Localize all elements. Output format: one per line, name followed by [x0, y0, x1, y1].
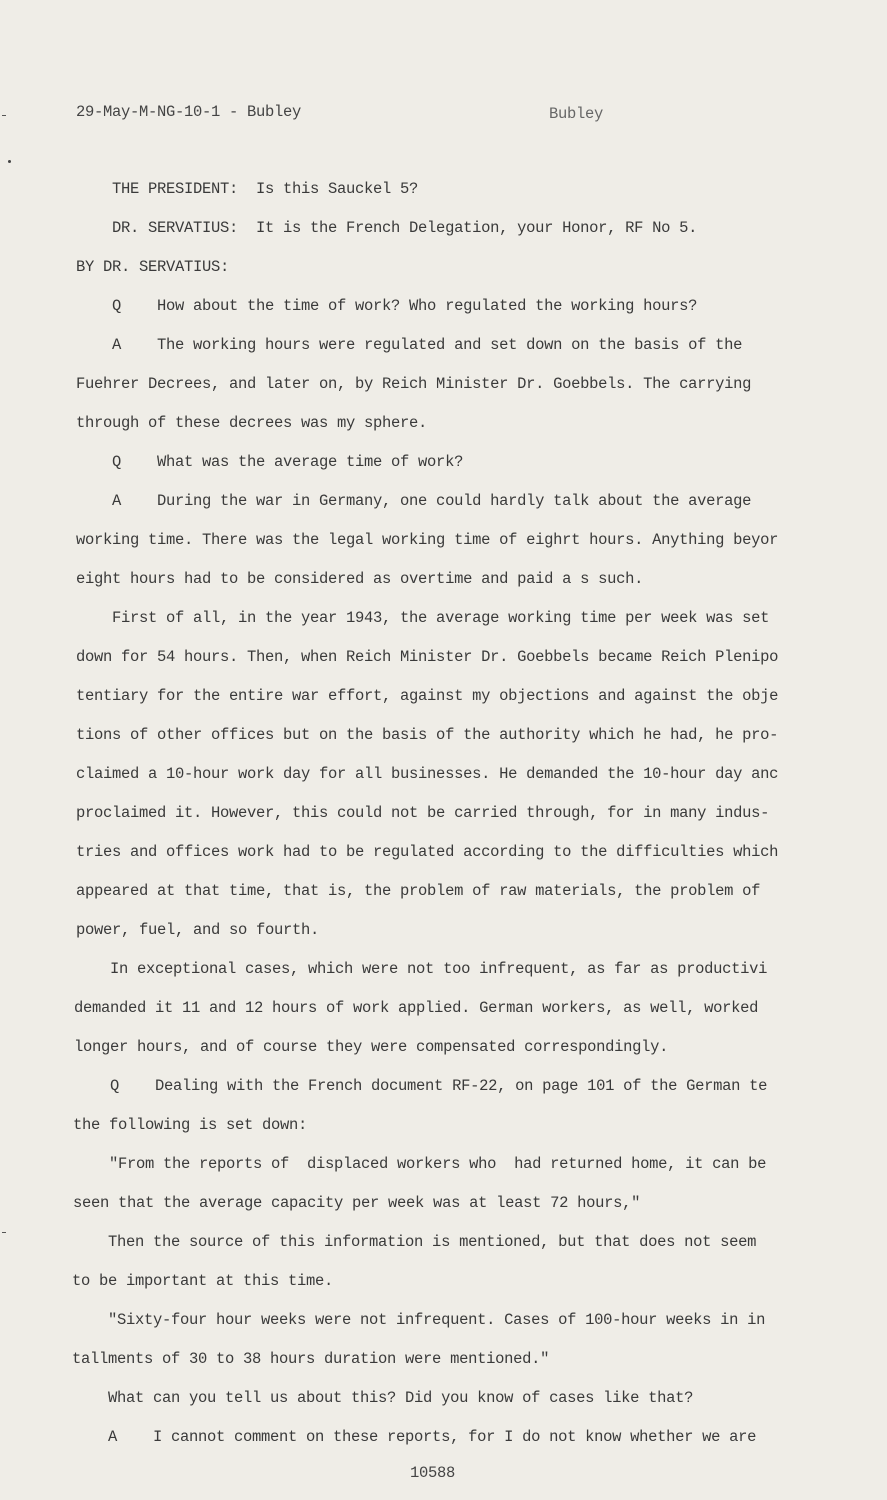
transcript-line: tallments of 30 to 38 hours duration were mentioned." — [72, 1350, 550, 1368]
transcript-line: tions of other offices but on the basis of the authority which he had, he pro- — [76, 726, 779, 744]
transcript-line: working time. There was the legal working time of eighrt hours. Anything beyor — [76, 531, 779, 549]
transcript-line: Fuehrer Decrees, and later on, by Reich Minister Dr. Goebbels. The carrying — [76, 375, 752, 393]
transcript-line: eight hours had to be considered as overtime and paid a s such. — [76, 570, 644, 588]
transcript-line: "Sixty-four hour weeks were not infrequent. Cases of 100-hour weeks in in — [72, 1311, 766, 1329]
transcript-line: A During the war in Germany, one could hardly talk about the average — [76, 492, 752, 510]
transcript-line: longer hours, and of course they were compensated correspondingly. — [74, 1038, 669, 1056]
transcript-line: demanded it 11 and 12 hours of work applied. German workers, as well, worked — [74, 999, 759, 1017]
margin-tick — [2, 115, 6, 116]
transcript-line: power, fuel, and so fourth. — [76, 921, 320, 939]
transcript-line: the following is set down: — [73, 1116, 308, 1134]
header-right: Bubley — [549, 105, 604, 123]
transcript-line: What can you tell us about this? Did you know of cases like that? — [72, 1389, 694, 1407]
transcript-line: "From the reports of displaced workers who had returned home, it can be — [73, 1155, 767, 1173]
transcript-line: Q Dealing with the French document RF-22, on page 101 of the German te — [74, 1077, 768, 1095]
transcript-line: BY DR. SERVATIUS: — [76, 258, 230, 276]
transcript-line: down for 54 hours. Then, when Reich Minister Dr. Goebbels became Reich Plenipo — [76, 648, 779, 666]
transcript-line: Then the source of this information is mentioned, but that does not seem — [72, 1233, 757, 1251]
transcript-line: appeared at that time, that is, the problem of raw materials, the problem of — [76, 882, 761, 900]
transcript-line: DR. SERVATIUS: It is the French Delegation, your Honor, RF No 5. — [76, 219, 698, 237]
margin-dot — [8, 160, 11, 163]
page-number: 10588 — [410, 1464, 456, 1482]
transcript-line: to be important at this time. — [72, 1272, 334, 1290]
header-left: 29-May-M-NG-10-1 - Bubley — [76, 103, 302, 121]
transcript-line: In exceptional cases, which were not too infrequent, as far as productivi — [74, 960, 768, 978]
transcript-line: tries and offices work had to be regulated according to the difficulties which — [76, 843, 779, 861]
transcript-line: First of all, in the year 1943, the average working time per week was set — [76, 609, 770, 627]
transcript-line: proclaimed it. However, this could not be carried through, for in many indus- — [76, 804, 770, 822]
transcript-line: A I cannot comment on these reports, for I do not know whether we are — [72, 1428, 757, 1446]
transcript-line: seen that the average capacity per week was at least 72 hours," — [73, 1194, 641, 1212]
transcript-line: through of these decrees was my sphere. — [76, 414, 428, 432]
transcript-line: THE PRESIDENT: Is this Sauckel 5? — [76, 180, 419, 198]
transcript-line: tentiary for the entire war effort, against my objections and against the obje — [76, 687, 779, 705]
margin-tick — [2, 1232, 6, 1233]
transcript-line: claimed a 10-hour work day for all businesses. He demanded the 10-hour day anc — [76, 765, 779, 783]
transcript-line: Q How about the time of work? Who regulated the working hours? — [76, 297, 698, 315]
transcript-line: Q What was the average time of work? — [76, 453, 464, 471]
transcript-line: A The working hours were regulated and set down on the basis of the — [76, 336, 743, 354]
